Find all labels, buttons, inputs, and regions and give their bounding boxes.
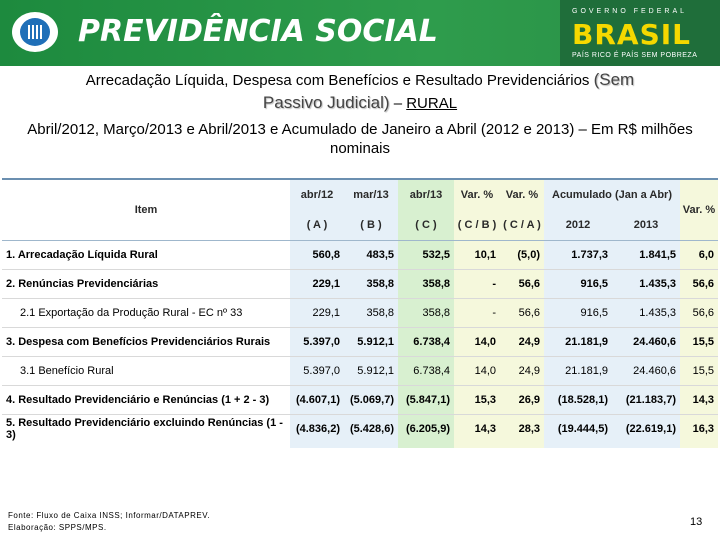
table-cell: (6.205,9) <box>405 422 450 435</box>
row-label: 1. Arrecadação Líquida Rural <box>6 248 158 261</box>
table-cell: 26,9 <box>518 393 540 406</box>
table-cell: 16,3 <box>692 422 714 435</box>
table-cell: 56,6 <box>692 277 714 290</box>
table-cell: 56,6 <box>692 306 714 319</box>
gov-label: GOVERNO FEDERAL <box>572 8 688 15</box>
table-cell: 15,5 <box>692 364 714 377</box>
row-label: 2. Renúncias Previdenciárias <box>6 277 159 290</box>
table-cell: 14,3 <box>692 393 714 406</box>
source-note <box>8 510 210 534</box>
row-label: 2.1 Exportação da Produção Rural - EC nº 33 <box>20 306 243 319</box>
table-cell: (21.183,7) <box>625 393 676 406</box>
header-banner <box>0 0 720 66</box>
table-cell: 56,6 <box>518 306 540 319</box>
header-ca: ( C / A ) <box>503 219 541 231</box>
header-cb: ( C / B ) <box>457 219 497 231</box>
title-highlight: (Sem <box>593 70 635 89</box>
table-cell: 15,3 <box>474 393 496 406</box>
table-cell: 14,3 <box>474 422 496 435</box>
table-cell: 1.841,5 <box>639 248 676 261</box>
header-var2: Var. % <box>505 189 539 201</box>
header-2013: 2013 <box>633 219 659 231</box>
slide-title-line1 <box>0 70 720 90</box>
table-cell: 28,3 <box>518 422 540 435</box>
table-cell: (18.528,1) <box>557 393 608 406</box>
header-b: ( B ) <box>360 219 382 231</box>
gov-slogan: PAÍS RICO É PAÍS SEM POBREZA <box>572 52 698 59</box>
table-cell: 24.460,6 <box>633 364 676 377</box>
table-cell: 24,9 <box>518 335 540 348</box>
table-cell: 358,8 <box>422 277 450 290</box>
table-cell: 229,1 <box>312 277 340 290</box>
header-abr12: abr/12 <box>300 189 334 201</box>
header-acumulado: Acumulado (Jan a Abr) <box>552 189 672 201</box>
title-highlight-2: Passivo Judicial) <box>262 93 390 112</box>
table-cell: 560,8 <box>312 248 340 261</box>
source-line-2: Elaboração: SPPS/MPS. <box>8 523 107 532</box>
header-var1: Var. % <box>460 189 494 201</box>
table-cell: - <box>492 277 496 290</box>
table-cell: 14,0 <box>474 335 496 348</box>
brand-name: PREVIDÊNCIA SOCIAL <box>78 14 438 49</box>
table-cell: 24,9 <box>518 364 540 377</box>
header-var3: Var. % <box>682 204 716 216</box>
table-cell: 6.738,4 <box>413 364 450 377</box>
row-label: 3.1 Benefício Rural <box>20 364 114 377</box>
table-cell: (5.428,6) <box>349 422 394 435</box>
table-cell: 1.435,3 <box>639 306 676 319</box>
table-cell: (4.607,1) <box>295 393 340 406</box>
row-label: 3. Despesa com Benefícios Previdenciários Rurais <box>6 335 271 348</box>
header-item: Item <box>134 204 158 216</box>
row-label: 4. Resultado Previdenciário e Renúncias (1 + 2 - 3) <box>6 393 270 406</box>
page-number: 13 <box>690 516 703 528</box>
table-cell: 532,5 <box>422 248 450 261</box>
brasil-logo: BRASIL <box>572 18 691 51</box>
table-cell: 1.435,3 <box>639 277 676 290</box>
table-cell: 21.181,9 <box>565 364 608 377</box>
table-cell: 24.460,6 <box>633 335 676 348</box>
header-mar13: mar/13 <box>353 189 389 201</box>
table-cell: 6,0 <box>698 248 714 261</box>
slide-subtitle: Abril/2012, Março/2013 e Abril/2013 e Acumulado de Janeiro a Abril (2012 e 2013) – Em R$ milhões nominais <box>27 121 693 157</box>
table-cell: - <box>492 306 496 319</box>
table-cell: 483,5 <box>366 248 394 261</box>
table-cell: 5.397,0 <box>303 364 340 377</box>
table-cell: 229,1 <box>312 306 340 319</box>
table-cell: 56,6 <box>518 277 540 290</box>
table-cell: 358,8 <box>366 306 394 319</box>
table-cell: 358,8 <box>422 306 450 319</box>
header-c: ( C ) <box>415 219 437 231</box>
table-cell: (22.619,1) <box>625 422 676 435</box>
table-cell: (5.847,1) <box>405 393 450 406</box>
government-logo <box>560 0 720 66</box>
table-cell: 1.737,3 <box>571 248 608 261</box>
previdencia-logo-icon <box>12 12 58 52</box>
slide-title-line2 <box>0 93 720 113</box>
header-abr13: abr/13 <box>409 189 443 201</box>
row-label: 5. Resultado Previdenciário excluindo Renúncias (1 - 3) <box>6 416 283 441</box>
table-cell: 10,1 <box>474 248 496 261</box>
header-a: ( A ) <box>306 219 328 231</box>
table-cell: 916,5 <box>580 277 608 290</box>
title-text: Arrecadação Líquida, Despesa com Benefícios e Resultado Previdenciários <box>85 72 594 89</box>
title-rural: RURAL <box>406 95 458 112</box>
table-cell: 916,5 <box>580 306 608 319</box>
table-cell: (5.069,7) <box>349 393 394 406</box>
table-cell: 21.181,9 <box>565 335 608 348</box>
table-cell: 5.912,1 <box>357 364 394 377</box>
table-cell: 6.738,4 <box>413 335 450 348</box>
table-cell: 14,0 <box>474 364 496 377</box>
table-cell: 15,5 <box>692 335 714 348</box>
table-cell: (5,0) <box>517 248 540 261</box>
table-cell: 5.912,1 <box>357 335 394 348</box>
table-cell: (19.444,5) <box>557 422 608 435</box>
title-dash: – <box>389 95 407 112</box>
table-cell: 358,8 <box>366 277 394 290</box>
source-line-1: Fonte: Fluxo de Caixa INSS; Informar/DATAPREV. <box>8 511 211 520</box>
table-cell: (4.836,2) <box>295 422 340 435</box>
table-cell: 5.397,0 <box>303 335 340 348</box>
header-2012: 2012 <box>565 219 591 231</box>
data-table <box>2 178 718 446</box>
